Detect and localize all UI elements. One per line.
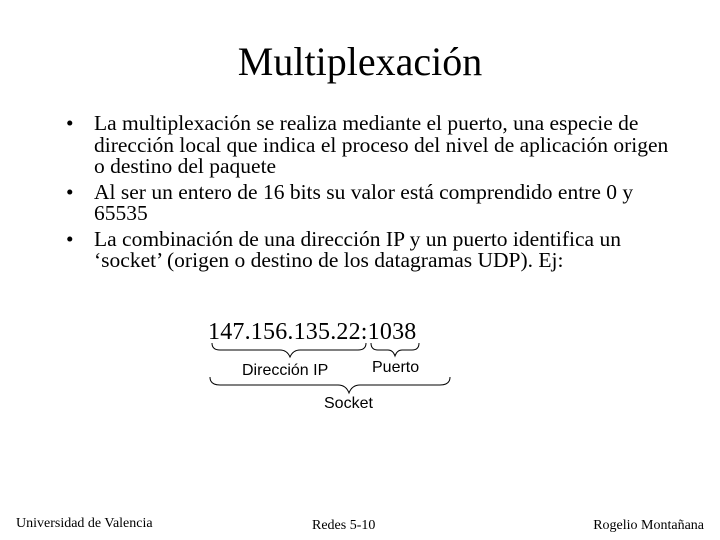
bullet-item	[62, 113, 682, 178]
bullet-list	[62, 113, 682, 276]
bullet-marker: •	[66, 226, 74, 251]
socket-address-example: 147.156.135.22:1038	[208, 319, 417, 345]
bullet-item	[62, 179, 682, 225]
bullet-item	[62, 226, 682, 272]
footer-left: Universidad de Valencia	[16, 516, 153, 531]
bullet-text: Al ser un entero de 16 bits su valor está comprendido entre 0 y 65535	[94, 179, 634, 225]
footer-right: Rogelio Montañana	[593, 518, 704, 533]
bullet-marker: •	[66, 111, 74, 135]
port-label: Puerto	[372, 359, 420, 376]
bullet-text: La multiplexación se realiza mediante el puerto, una especie de dirección local que indica el proceso del nivel de aplicación origen o destino del paquete	[94, 111, 669, 178]
footer-center: Redes 5-10	[312, 518, 376, 533]
slide-title: Multiplexación	[237, 39, 483, 84]
bullet-text: La combinación de una dirección IP y un puerto identifica un ‘socket’ (origen o destino de los datagramas UDP). Ej:	[94, 226, 621, 272]
ip-label: Dirección IP	[242, 362, 329, 379]
bullet-marker: •	[66, 179, 74, 204]
socket-label: Socket	[324, 395, 373, 412]
